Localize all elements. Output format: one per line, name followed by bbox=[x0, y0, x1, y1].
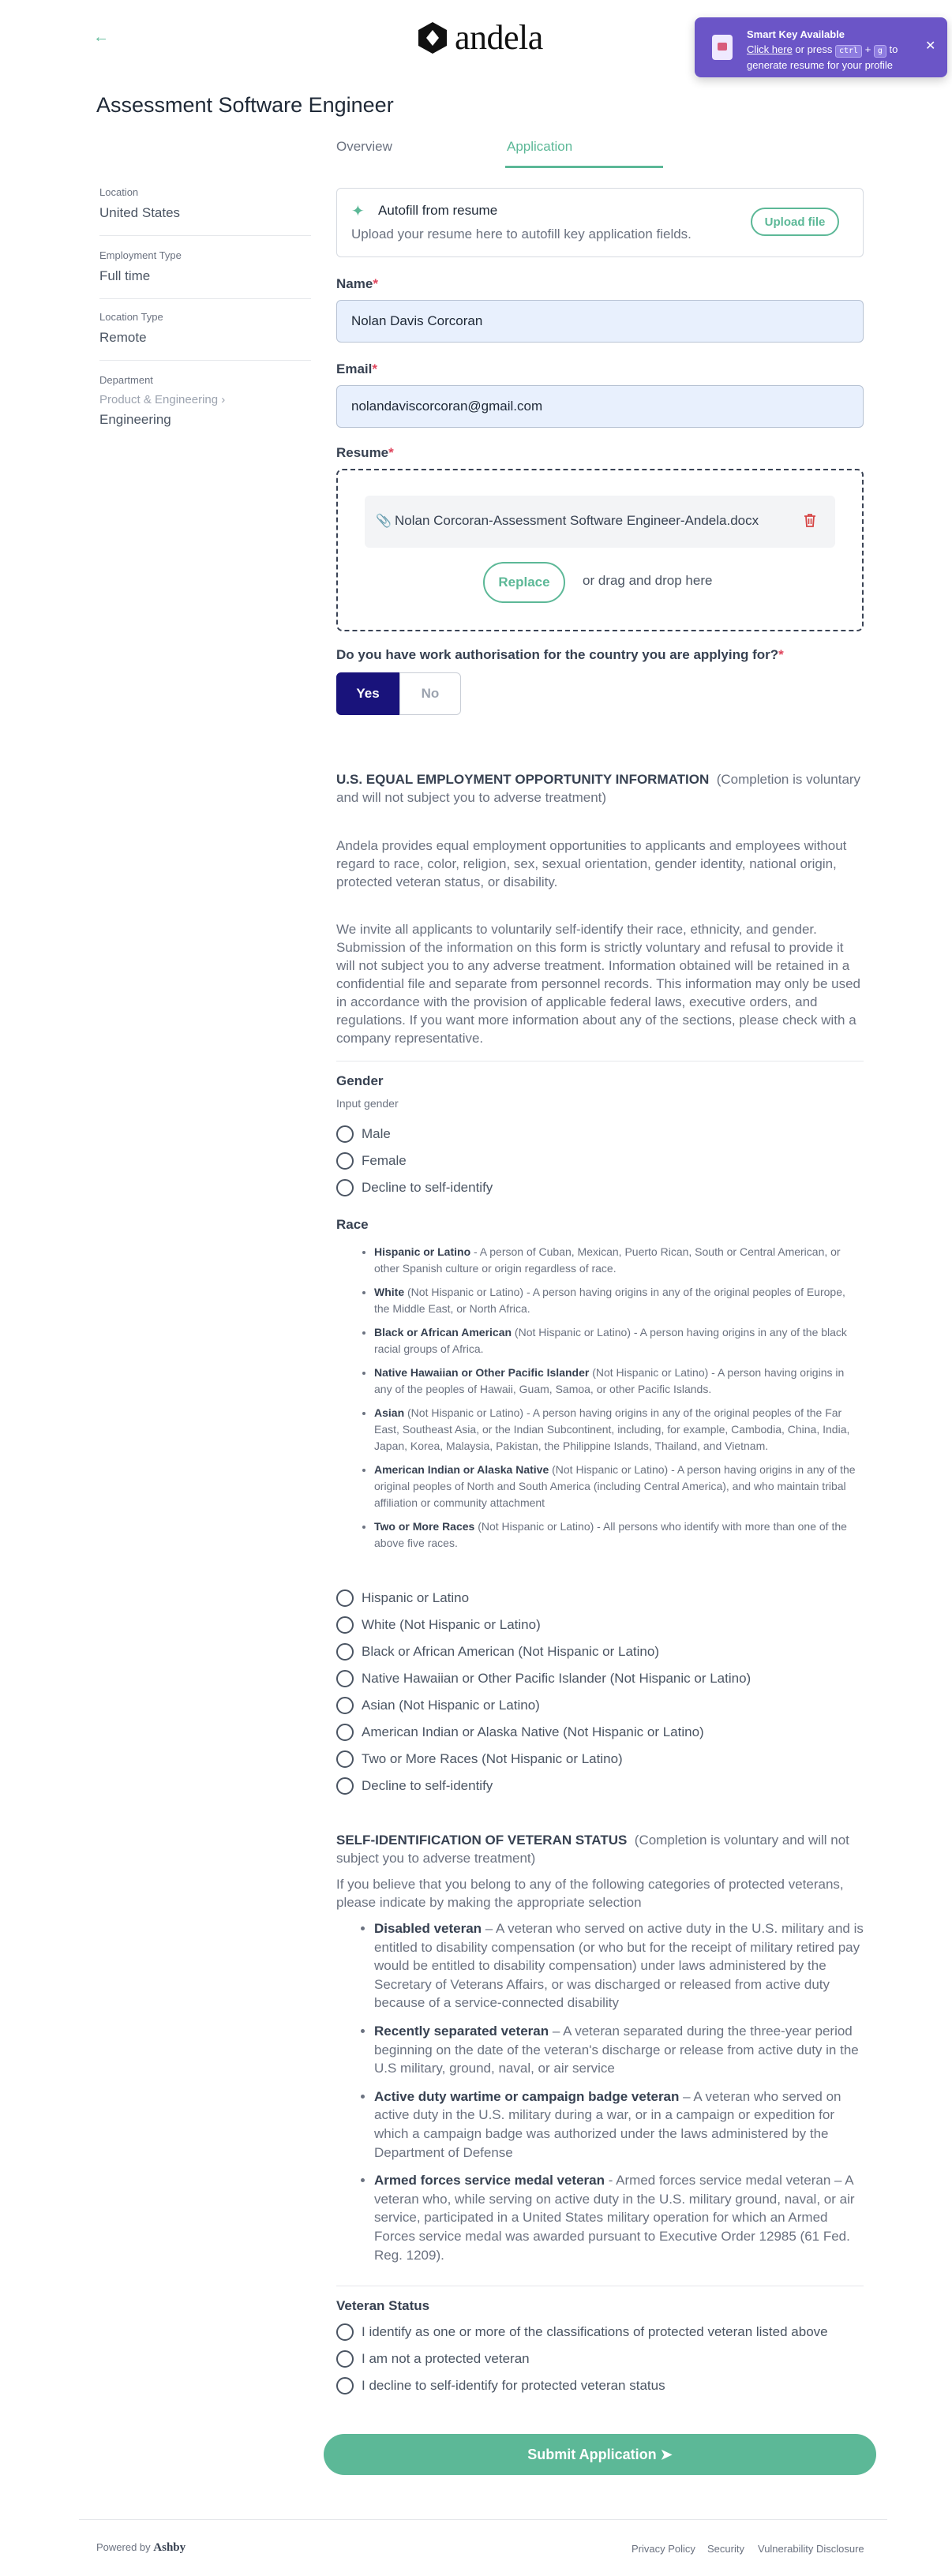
radio[interactable] bbox=[336, 1777, 354, 1795]
smart-key-toast bbox=[695, 17, 947, 77]
race-definition-item: • Two or More Races (Not Hispanic or Latino) - All persons who identify with more than one of the above five races. bbox=[374, 1518, 864, 1552]
toast-title: Smart Key Available bbox=[747, 28, 845, 40]
logo-hexagon-icon bbox=[417, 21, 448, 55]
tab-overview[interactable]: Overview bbox=[336, 139, 392, 154]
race-option[interactable]: Decline to self-identify bbox=[336, 1777, 493, 1795]
ctrl-key: ctrl bbox=[835, 45, 862, 58]
back-arrow-icon[interactable]: ← bbox=[93, 28, 109, 46]
veteran-option[interactable]: I am not a protected veteran bbox=[336, 2350, 530, 2368]
veteran-definition-item: • Disabled veteran – A veteran who served on active duty in the U.S. military and is entitled to disability compensation (or who but for the receipt of military retired pay would be entitled to disability compensation) under laws administered by the Secretary of Veterans Affairs, or was discharged or released from active duty because of a service-connected disability bbox=[374, 1919, 864, 2012]
resume-file-name: Nolan Corcoran-Assessment Software Engineer-Andela.docx bbox=[395, 513, 759, 528]
radio[interactable] bbox=[336, 1724, 354, 1741]
veteran-heading: SELF-IDENTIFICATION OF VETERAN STATUS (Completion is voluntary and will not subject you to adverse treatment) bbox=[336, 1833, 849, 1866]
upload-file-button[interactable]: Upload file bbox=[751, 208, 839, 236]
veteran-definition-item: • Recently separated veteran – A veteran separated during the three-year period beginning on the date of the veteran's discharge or release from active duty in the U.S military, ground, naval, or air service bbox=[374, 2022, 864, 2078]
footer-divider bbox=[79, 2519, 887, 2520]
employment-type-value: Full time bbox=[99, 268, 151, 283]
veteran-definitions-list bbox=[374, 1919, 864, 2274]
privacy-policy-link[interactable]: Privacy Policy bbox=[632, 2543, 695, 2555]
radio[interactable] bbox=[336, 2323, 354, 2341]
race-option[interactable]: White (Not Hispanic or Latino) bbox=[336, 1616, 541, 1634]
close-icon[interactable]: ✕ bbox=[925, 39, 936, 53]
gender-hint: Input gender bbox=[336, 1097, 399, 1110]
location-type-value: Remote bbox=[99, 330, 147, 345]
veteran-option[interactable]: I decline to self-identify for protected veteran status bbox=[336, 2377, 665, 2394]
race-definition-item: • American Indian or Alaska Native (Not Hispanic or Latino) - A person having origins in any of the original peoples of North and South America (including Central America), and who maintain tribal affiliation or community attachment bbox=[374, 1462, 864, 1511]
race-option[interactable]: American Indian or Alaska Native (Not Hispanic or Latino) bbox=[336, 1724, 704, 1741]
email-field[interactable] bbox=[336, 385, 864, 428]
race-option[interactable]: Two or More Races (Not Hispanic or Latino) bbox=[336, 1750, 623, 1768]
radio[interactable] bbox=[336, 1589, 354, 1607]
tab-active-indicator bbox=[505, 166, 663, 168]
toast-text: Smart Key Available Click here or press ctrl + g to generate resume for your profile bbox=[747, 27, 920, 73]
radio[interactable] bbox=[336, 1152, 354, 1170]
autofill-card bbox=[336, 188, 864, 257]
resume-file-chip bbox=[365, 496, 835, 548]
race-definition-item: • Native Hawaiian or Other Pacific Islander (Not Hispanic or Latino) - A person having origins in any of the peoples of Hawaii, Guam, Samoa, or other Pacific Islands. bbox=[374, 1365, 864, 1398]
sidebar-divider bbox=[99, 235, 311, 236]
race-definitions-list bbox=[374, 1244, 864, 1559]
veteran-option[interactable]: I identify as one or more of the classifications of protected veteran listed above bbox=[336, 2323, 828, 2341]
paperclip-icon: 📎 bbox=[376, 515, 392, 528]
logo-text: andela bbox=[455, 18, 543, 57]
gender-label: Gender bbox=[336, 1073, 384, 1088]
name-field[interactable] bbox=[336, 300, 864, 343]
gender-option-decline[interactable]: Decline to self-identify bbox=[336, 1179, 493, 1196]
race-option[interactable]: Hispanic or Latino bbox=[336, 1589, 469, 1607]
location-label: Location bbox=[99, 186, 139, 198]
race-definition-item: • Black or African American (Not Hispanic or Latino) - A person having origins in any of the black racial groups of Africa. bbox=[374, 1324, 864, 1357]
eeo-heading: U.S. EQUAL EMPLOYMENT OPPORTUNITY INFORMATION (Completion is voluntary and will not subject you to adverse treatment) bbox=[336, 772, 861, 805]
security-link[interactable]: Security bbox=[707, 2543, 744, 2555]
veteran-intro: If you believe that you belong to any of the following categories of protected veterans, please indicate by making the appropriate selection bbox=[336, 1877, 844, 1910]
submit-application-button[interactable]: Submit Application ➤ bbox=[324, 2434, 876, 2475]
radio[interactable] bbox=[336, 1616, 354, 1634]
trash-icon[interactable] bbox=[804, 513, 816, 531]
race-option[interactable]: Asian (Not Hispanic or Latino) bbox=[336, 1697, 540, 1714]
eeo-paragraph-2: We invite all applicants to voluntarily self-identify their race, ethnicity, and gender. Submission of the information on this form is strictly voluntary and refusal to provide it will not subject you to any adverse treatment. Information obtained will be retained in a confidential file and separate from personnel records. This information may only be used in accordance with the provision of applicable federal laws, executive orders, and regulations. If you want more information about any of the sections, please check with a company representative. bbox=[336, 922, 860, 1046]
location-type-label: Location Type bbox=[99, 311, 163, 323]
radio[interactable] bbox=[336, 1670, 354, 1687]
g-key: g bbox=[874, 45, 886, 58]
replace-button[interactable]: Replace bbox=[483, 562, 565, 603]
department-parent: Product & Engineering › bbox=[99, 393, 226, 406]
veteran-definition-item: • Active duty wartime or campaign badge veteran – A veteran who served on active duty in the U.S. military during a war, or in a campaign or expedition for which a campaign badge was authorized under the laws administered by the Department of Defense bbox=[374, 2087, 864, 2162]
eeo-paragraph-1: Andela provides equal employment opportunities to applicants and employees without regard to race, color, religion, sex, sexual orientation, gender identity, national origin, protected veteran status, or disability. bbox=[336, 838, 847, 889]
gender-option-female[interactable]: Female bbox=[336, 1152, 407, 1170]
autofill-description: Upload your resume here to autofill key application fields. bbox=[351, 227, 692, 242]
resume-doc-icon bbox=[712, 35, 733, 60]
race-definition-item: • Hispanic or Latino - A person of Cuban, Mexican, Puerto Rican, South or Central American, or other Spanish culture or origin regardless of race. bbox=[374, 1244, 864, 1277]
tab-application[interactable]: Application bbox=[507, 139, 573, 154]
sidebar-divider bbox=[99, 298, 311, 299]
employment-type-label: Employment Type bbox=[99, 249, 182, 261]
powered-by: Powered by Ashby bbox=[96, 2541, 186, 2554]
race-label: Race bbox=[336, 1217, 369, 1232]
no-button[interactable]: No bbox=[399, 672, 461, 715]
email-label: Email* bbox=[336, 361, 377, 376]
ashby-logo: Ashby bbox=[153, 2541, 186, 2554]
race-definition-item: • White (Not Hispanic or Latino) - A person having origins in any of the original peoples of Europe, the Middle East, or North Africa. bbox=[374, 1284, 864, 1317]
drag-drop-text: or drag and drop here bbox=[583, 573, 713, 588]
gender-option-male[interactable]: Male bbox=[336, 1125, 391, 1143]
yes-button[interactable]: Yes bbox=[336, 672, 399, 715]
radio[interactable] bbox=[336, 2350, 354, 2368]
radio[interactable] bbox=[336, 1750, 354, 1768]
vulnerability-disclosure-link[interactable]: Vulnerability Disclosure bbox=[758, 2543, 864, 2555]
resume-label: Resume* bbox=[336, 445, 394, 460]
race-definition-item: • Asian (Not Hispanic or Latino) - A person having origins in any of the original peoples of the Far East, Southeast Asia, or the Indian Subcontinent, including, for example, Cambodia, China, India, Japan, Korea, Malaysia, Pakistan, the Philippine Islands, Thailand, and Vietnam. bbox=[374, 1405, 864, 1455]
name-label: Name* bbox=[336, 276, 378, 291]
race-option[interactable]: Black or African American (Not Hispanic or Latino) bbox=[336, 1643, 659, 1661]
radio[interactable] bbox=[336, 1179, 354, 1196]
veteran-definition-item: • Armed forces service medal veteran - Armed forces service medal veteran – A veteran who, while serving on active duty in the U.S. military ground, naval, or air service, participated in a United States military operation for which an Armed Forces service medal was awarded pursuant to Executive Order 12985 (61 Fed. Reg. 1209). bbox=[374, 2171, 864, 2264]
radio[interactable] bbox=[336, 2377, 354, 2394]
veteran-status-label: Veteran Status bbox=[336, 2298, 430, 2313]
radio[interactable] bbox=[336, 1697, 354, 1714]
department-label: Department bbox=[99, 374, 153, 386]
radio[interactable] bbox=[336, 1643, 354, 1661]
page-title: Assessment Software Engineer bbox=[96, 93, 394, 117]
autofill-title: Autofill from resume bbox=[378, 203, 498, 218]
race-option[interactable]: Native Hawaiian or Other Pacific Islander (Not Hispanic or Latino) bbox=[336, 1670, 751, 1687]
magic-wand-icon: ✦ bbox=[351, 203, 365, 220]
resume-dropzone[interactable] bbox=[336, 469, 864, 631]
andela-logo bbox=[417, 17, 543, 58]
radio[interactable] bbox=[336, 1125, 354, 1143]
location-value: United States bbox=[99, 205, 181, 220]
chevron-right-icon: › bbox=[221, 393, 226, 406]
toast-click-here-link[interactable]: Click here bbox=[747, 43, 793, 55]
sidebar-divider bbox=[99, 360, 311, 361]
department-value: Engineering bbox=[99, 412, 171, 427]
send-icon: ➤ bbox=[660, 2446, 673, 2462]
work-authorisation-question: Do you have work authorisation for the country you are applying for?* bbox=[336, 647, 784, 662]
